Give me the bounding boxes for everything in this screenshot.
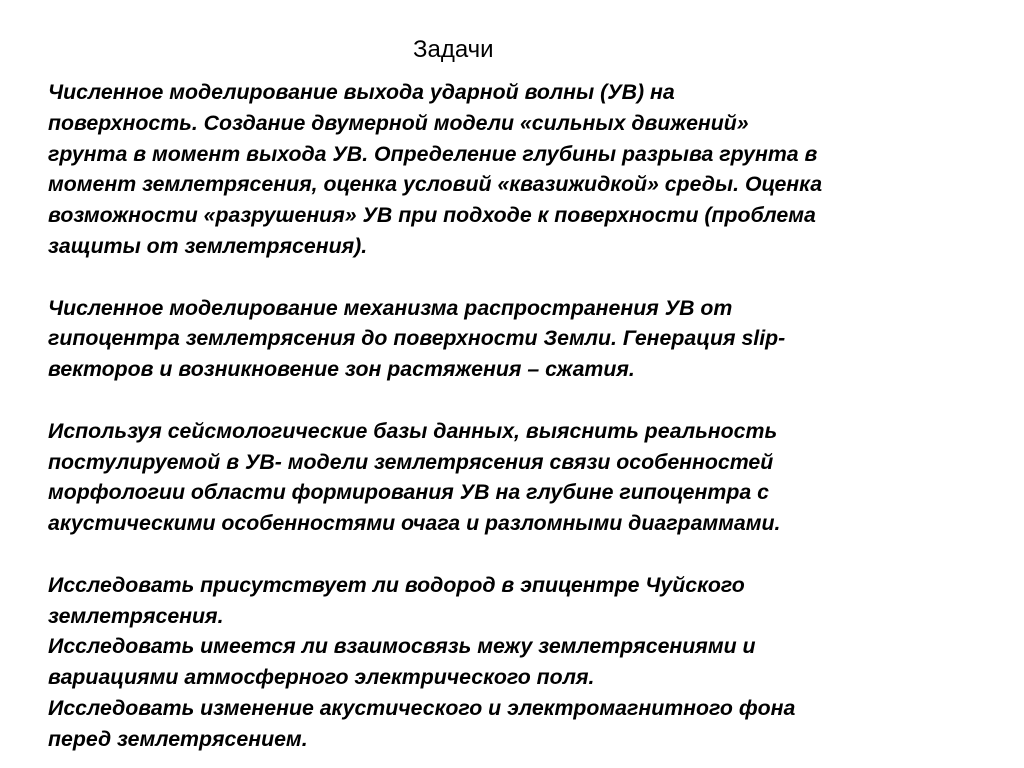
text-line: вариациями атмосферного электрического поля. — [48, 665, 595, 690]
paragraph-spacer — [48, 385, 1008, 416]
text-line: акустическими особенностями очага и разломными диаграммами. — [48, 511, 781, 536]
text-line: Исследовать имеется ли взаимосвязь межу землетрясениями и — [48, 634, 756, 659]
task-paragraph-investigations — [48, 570, 1008, 755]
text-line: Исследовать изменение акустического и электромагнитного фона — [48, 695, 796, 720]
text-line: Используя сейсмологические базы данных, выяснить реальность — [48, 418, 778, 443]
text-line: Численное моделирование выхода ударной волны (УВ) на — [48, 80, 675, 104]
text-line: поверхность. Создание двумерной модели «сильных движений» — [48, 110, 749, 135]
slide-title: Задачи — [413, 36, 494, 63]
text-line: Численное моделирование механизма распространения УВ от — [48, 295, 733, 320]
text-line: возможности «разрушения» УВ при подходе к поверхности (проблема — [48, 203, 816, 228]
text-line: морфологии области формирования УВ на глубине гипоцентра с — [48, 480, 769, 505]
text-line: постулируемой в УВ- модели землетрясения связи особенностей — [48, 449, 774, 474]
text-line: землетрясения. — [48, 603, 224, 628]
text-line: Исследовать присутствует ли водород в эпицентре Чуйского — [48, 572, 745, 597]
paragraph-spacer — [48, 262, 1008, 293]
paragraph-spacer — [48, 539, 1008, 570]
text-line: векторов и возникновение зон растяжения – сжатия. — [48, 357, 635, 382]
text-line: защиты от землетрясения). — [48, 233, 368, 258]
tasks-content — [48, 77, 1008, 755]
task-paragraph-seismological-databases — [48, 416, 1008, 539]
task-paragraph-shockwave-modeling — [48, 77, 1008, 262]
text-line: грунта в момент выхода УВ. Определение глубины разрыва грунта в — [48, 141, 818, 166]
text-line: гипоцентра землетрясения до поверхности Земли. Генерация slip- — [48, 326, 786, 351]
text-line: момент землетрясения, оценка условий «квазижидкой» среды. Оценка — [48, 172, 823, 197]
text-line: перед землетрясением. — [48, 726, 308, 751]
task-paragraph-propagation-mechanism — [48, 293, 1008, 385]
